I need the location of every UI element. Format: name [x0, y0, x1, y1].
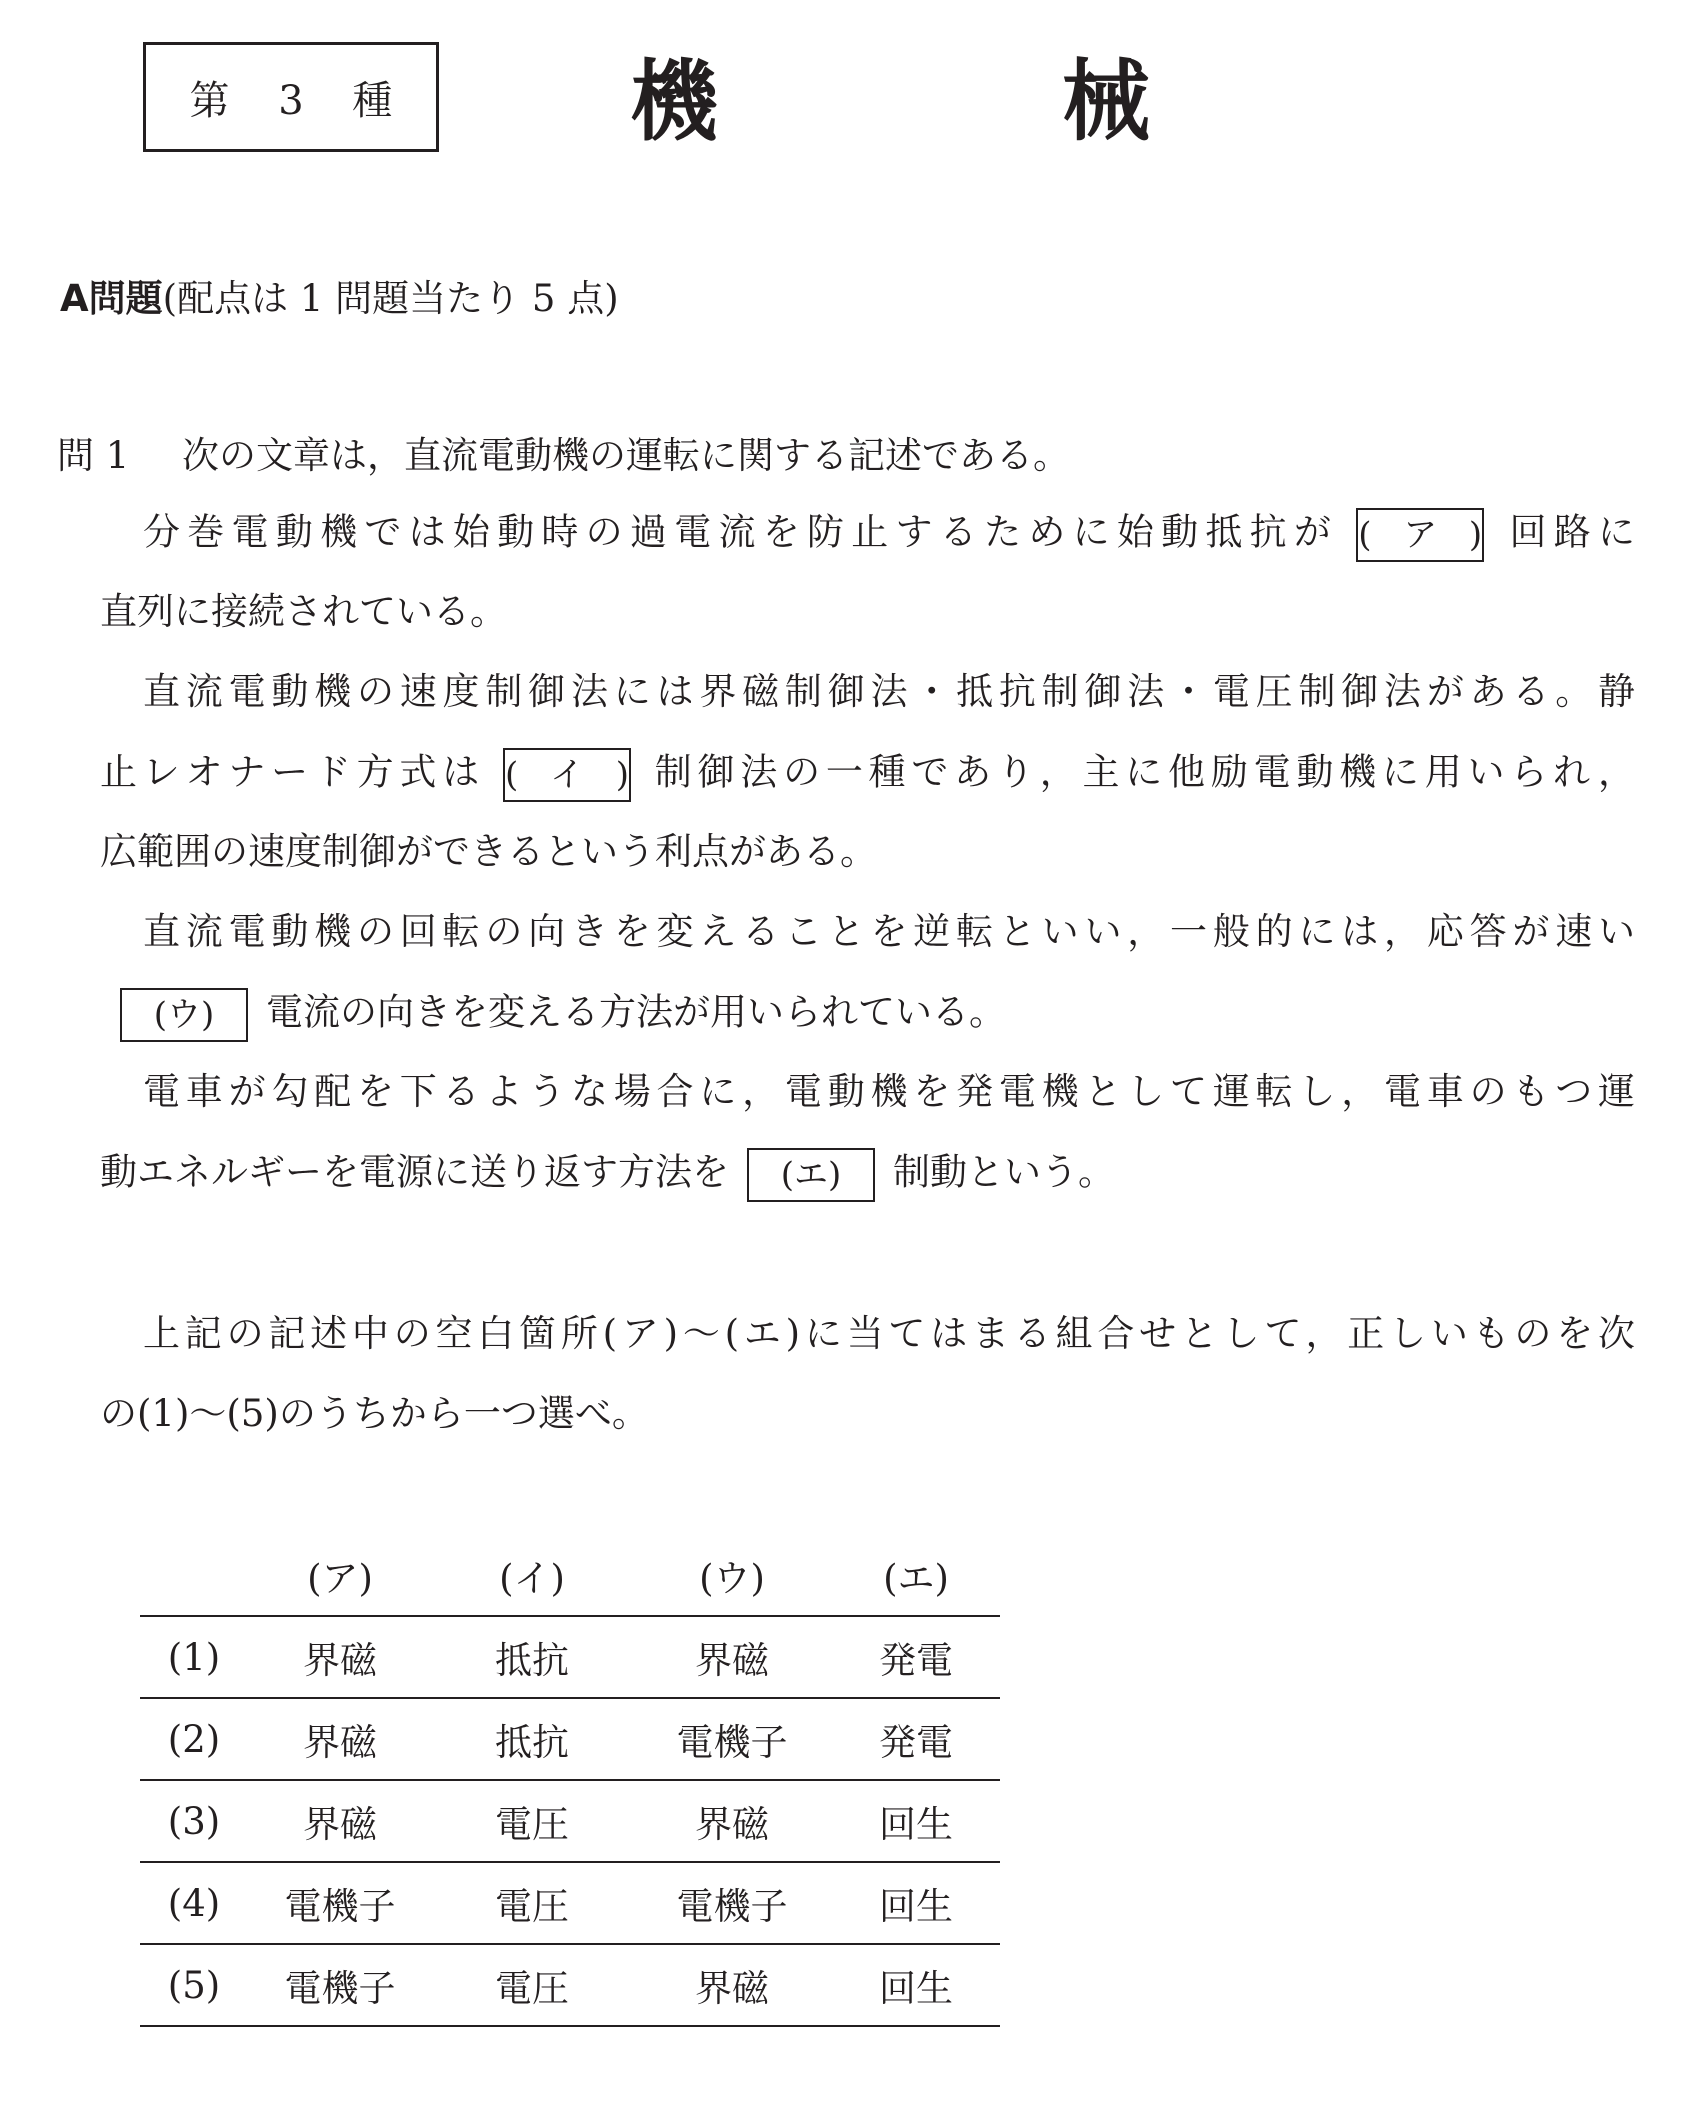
- table-header-cell: (ウ): [699, 1557, 765, 1600]
- choice-number: (1): [140, 1616, 248, 1698]
- subject-char-1: 機: [630, 50, 719, 153]
- choice-number: (3): [140, 1780, 248, 1862]
- table-cell: 電圧: [432, 1944, 632, 2026]
- paragraph-1-line-2: 直列に接続されている。: [100, 590, 507, 633]
- table-cell: 電機子: [632, 1862, 832, 1944]
- table-cell: 電圧: [432, 1862, 632, 1944]
- table-cell: 電機子: [248, 1944, 432, 2026]
- table-row: [140, 1862, 1000, 1944]
- table-cell: 電圧: [432, 1780, 632, 1862]
- table-header-cell: (ア): [307, 1557, 373, 1600]
- paragraph-2-line-3: 広範囲の速度制御ができるという利点がある。: [100, 830, 877, 873]
- table-cell: 界磁: [632, 1616, 832, 1698]
- paragraph-2-line-2: [100, 748, 1635, 802]
- table-row: [140, 1944, 1000, 2026]
- subject-char-2: 械: [1061, 50, 1150, 153]
- table-cell: 発電: [832, 1616, 1000, 1698]
- table-cell: 界磁: [632, 1780, 832, 1862]
- question-number: 問 1: [57, 434, 130, 477]
- table-header-cell: [140, 1535, 248, 1616]
- paragraph-1-line-1: [143, 508, 1635, 562]
- subject-title: [630, 40, 1150, 153]
- table-cell: 界磁: [248, 1780, 432, 1862]
- table-cell: 電機子: [248, 1862, 432, 1944]
- section-label: A問題: [60, 277, 163, 320]
- table-cell: 抵抗: [432, 1616, 632, 1698]
- instruction-line-1: 上記の記述中の空白箇所(ア)～(エ)に当てはまる組合せとして，正しいものを次: [143, 1312, 1635, 1355]
- question-title: [57, 432, 1070, 480]
- blank-u: (ウ): [120, 988, 248, 1042]
- table-cell: 界磁: [632, 1944, 832, 2026]
- p1-text-after: 回路に: [1502, 510, 1636, 554]
- table-cell: 回生: [832, 1862, 1000, 1944]
- section-heading: [60, 268, 619, 322]
- instruction-line-2: の(1)～(5)のうちから一つ選べ。: [100, 1392, 649, 1435]
- table-cell: 抵抗: [432, 1698, 632, 1780]
- section-note: (配点は 1 問題当たり 5 点): [162, 277, 619, 320]
- paragraph-3-line-2: [120, 988, 1655, 1042]
- choice-number: (4): [140, 1862, 248, 1944]
- paragraph-2-line-1: 直流電動機の速度制御法には界磁制御法・抵抗制御法・電圧制御法がある。静: [143, 670, 1635, 713]
- p4-text-before: 動エネルギーを電源に送り返す方法を: [100, 1150, 729, 1194]
- p2-text-before: 止レオナード方式は: [100, 750, 485, 794]
- answer-choices-table: [140, 1535, 1000, 2027]
- paragraph-3-line-1: 直流電動機の回転の向きを変えることを逆転といい，一般的には，応答が速い: [143, 910, 1635, 953]
- table-header-row: [140, 1535, 1000, 1616]
- table-cell: 回生: [832, 1944, 1000, 2026]
- p3-text-after: 電流の向きを変える方法が用いられている。: [266, 990, 1006, 1034]
- p2-text-after: 制御法の一種であり，主に他励電動機に用いられ，: [648, 750, 1636, 794]
- p1-text-before: 分巻電動機では始動時の過電流を防止するために始動抵抗が: [143, 510, 1339, 554]
- table-row: [140, 1780, 1000, 1862]
- blank-i: (イ): [503, 748, 631, 802]
- p4-text-after: 制動という。: [893, 1150, 1115, 1194]
- blank-e: (エ): [747, 1148, 875, 1202]
- blank-a: (ア): [1356, 508, 1484, 562]
- table-cell: 界磁: [248, 1698, 432, 1780]
- choice-number: (2): [140, 1698, 248, 1780]
- paragraph-4-line-1: 電車が勾配を下るような場合に，電動機を発電機として運転し，電車のもつ運: [143, 1070, 1635, 1113]
- choice-number: (5): [140, 1944, 248, 2026]
- table-cell: 界磁: [248, 1616, 432, 1698]
- table-cell: 電機子: [632, 1698, 832, 1780]
- question-intro: 次の文章は，直流電動機の運転に関する記述である。: [182, 434, 1070, 477]
- table-header-cell: (イ): [499, 1557, 565, 1600]
- table-header-cell: (エ): [883, 1557, 949, 1600]
- paragraph-4-line-2: [100, 1148, 1635, 1202]
- table-row: [140, 1616, 1000, 1698]
- table-cell: 回生: [832, 1780, 1000, 1862]
- table-cell: 発電: [832, 1698, 1000, 1780]
- table-row: [140, 1698, 1000, 1780]
- grade-box: 第 3 種: [143, 42, 439, 152]
